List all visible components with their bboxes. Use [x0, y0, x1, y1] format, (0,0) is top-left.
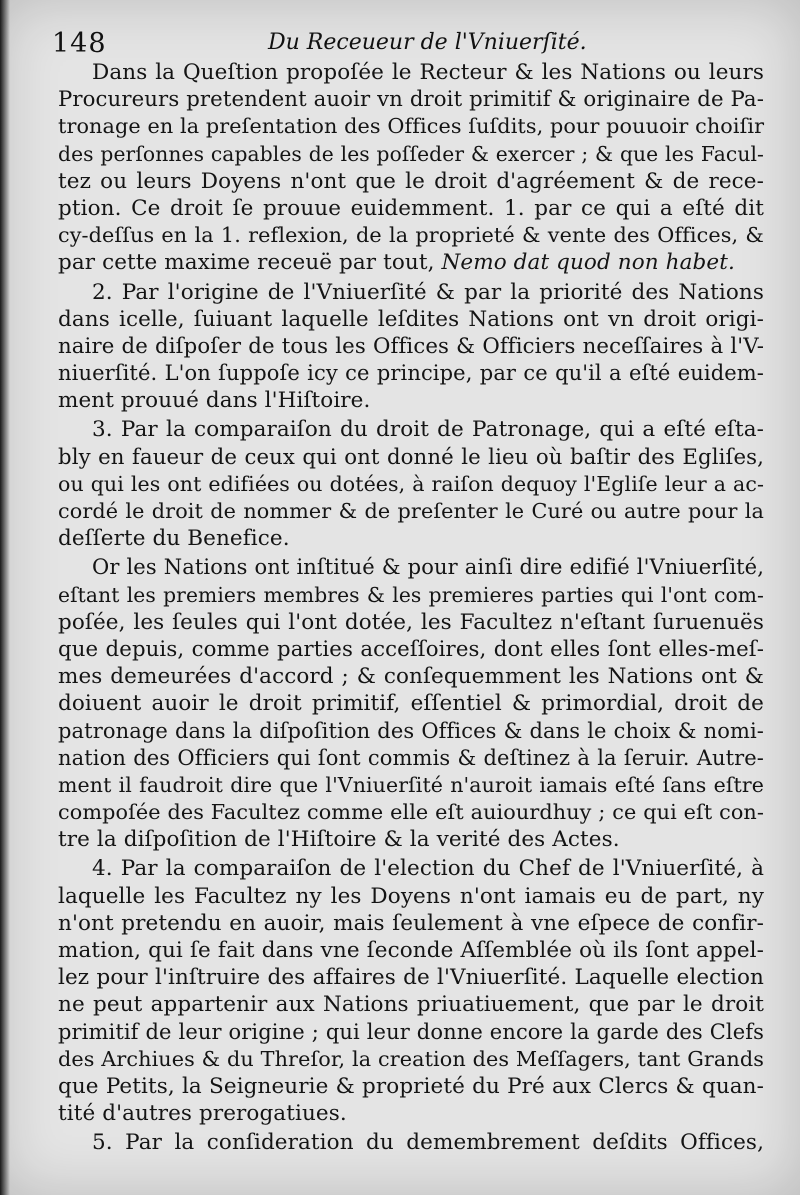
text-line: compoſée des Facultez comme elle eſt auiourdhuy ; ce qui eſt con-: [58, 800, 764, 825]
text-line: dans icelle, ſuiuant laquelle leſdites Nations ont vn droit origi-: [58, 306, 764, 332]
page-gutter-shadow: [0, 0, 10, 1195]
text-line: tre la diſpoſition de l'Hiſtoire & la verité des Actes.: [58, 827, 620, 853]
paragraph-2: [58, 279, 764, 415]
text-line: 4. Par la comparaiſon de l'election du Chef de l'Vniuerſité, à: [92, 856, 764, 882]
text-line: tronage en la preſentation des Offices ſuſdits, pour pouuoir choiſir: [58, 114, 765, 139]
text-line: poſée, les ſeules qui l'ont dotée, les Facultez n'eſtant ſuruenuës: [58, 609, 764, 635]
text-line: ou qui les ont edifiées ou dotées, à raiſon dequoy l'Egliſe leur a ac-: [58, 471, 764, 496]
text-line: primitif de leur origine ; qui leur donne encore la garde des Clefs: [58, 1019, 764, 1044]
text-line: des Archiues & du Threſor, la creation des Meſſagers, tant Grands: [58, 1046, 764, 1071]
text-line: que Petits, la Seigneurie & proprieté du Pré aux Clercs & quan-: [58, 1073, 764, 1099]
paragraph-3: [58, 416, 764, 552]
text-line: Dans la Queſtion propoſée le Recteur & les Nations ou leurs: [92, 60, 764, 85]
text-line: laquelle les Facultez ny les Doyens n'ont iamais eu de part, ny: [58, 883, 764, 909]
text-line: Or les Nations ont inſtitué & pour ainſi dire edifié l'Vniuerſité,: [92, 555, 764, 580]
text-line: n'ont pretendu en auoir, mais ſeulement à vne eſpece de confir-: [58, 910, 764, 936]
latin-maxim: Nemo dat quod non habet.: [441, 250, 735, 276]
text-line: deſſerte du Benefice.: [58, 526, 290, 552]
text-line: eſtant les premiers membres & les premieres parties qui l'ont com-: [58, 582, 764, 607]
text-line: ment il faudroit dire que l'Vniuerſité n'auroit iamais eſté ſans eſtre: [58, 772, 764, 797]
text-line: [58, 249, 764, 276]
text-line: tez ou leurs Doyens n'ont que le droit d'agréement & de rece-: [58, 168, 764, 194]
text-fragment: par cette maxime receuë par tout,: [58, 250, 435, 276]
text-line: des perſonnes capables de les poſſeder & exercer ; & que les Facul-: [58, 141, 764, 166]
paragraph-4: [58, 554, 764, 853]
text-line: cy-deſſus en la 1. reflexion, de la proprieté & vente des Offices, &: [58, 223, 764, 248]
text-line: 5. Par la conſideration du demembrement deſdits Offices,: [92, 1130, 764, 1156]
running-header: [0, 24, 800, 64]
text-line: cordé le droit de nommer & de preſenter le Curé ou autre pour la: [58, 499, 764, 523]
body-text: [58, 59, 764, 1157]
running-title: Du Receueur de l'Vniuerſité.: [268, 30, 587, 55]
text-line: lez pour l'inſtruire des affaires de l'Vniuerſité. Laquelle election: [58, 965, 764, 991]
text-line: tité d'autres prerogatiues.: [58, 1101, 347, 1127]
text-line: ne peut appartenir aux Nations priuatiuement, que par le droit: [58, 992, 764, 1018]
text-line: mes demeurées d'accord ; & conſequemment les Nations ont &: [58, 664, 764, 690]
page-number: 148: [52, 28, 107, 59]
text-line: que depuis, comme parties acceſſoires, dont elles ſont elles-meſ-: [58, 636, 764, 662]
paragraph-6: [58, 1129, 764, 1156]
text-line: ption. Ce droit ſe prouue euidemment. 1. par ce qui a eſté dit: [58, 195, 764, 221]
paragraph-5: [58, 855, 764, 1127]
text-line: naire de diſpoſer de tous les Offices & Officiers neceſſaires à l'V-: [58, 333, 764, 359]
text-line: 3. Par la comparaiſon du droit de Patronage, qui a eſté eſta-: [92, 417, 764, 443]
text-line: 2. Par l'origine de l'Vniuerſité & par la priorité des Nations: [92, 279, 764, 305]
text-line: ment prouué dans l'Hiſtoire.: [58, 388, 371, 414]
text-line: patronage dans la diſpoſition des Offices & dans le choix & nomi-: [58, 718, 764, 743]
text-line: niuerſité. L'on ſuppoſe icy ce principe, par ce qu'il a eſté euidem-: [58, 361, 764, 386]
text-line: bly en faueur de ceux qui ont donné le lieu où baſtir des Egliſes,: [58, 444, 764, 470]
text-line: Procureurs pretendent auoir vn droit primitif & originaire de Pa-: [58, 87, 764, 113]
paragraph-1: [58, 59, 764, 277]
text-line: nation des Officiers qui ſont commis & deſtinez à la ſeruir. Autre-: [58, 745, 764, 770]
text-line: doiuent auoir le droit primitif, eſſentiel & primordial, droit de: [58, 691, 764, 717]
text-line: mation, qui ſe fait dans vne ſeconde Aſſemblée où ils ſont appel-: [58, 938, 764, 963]
